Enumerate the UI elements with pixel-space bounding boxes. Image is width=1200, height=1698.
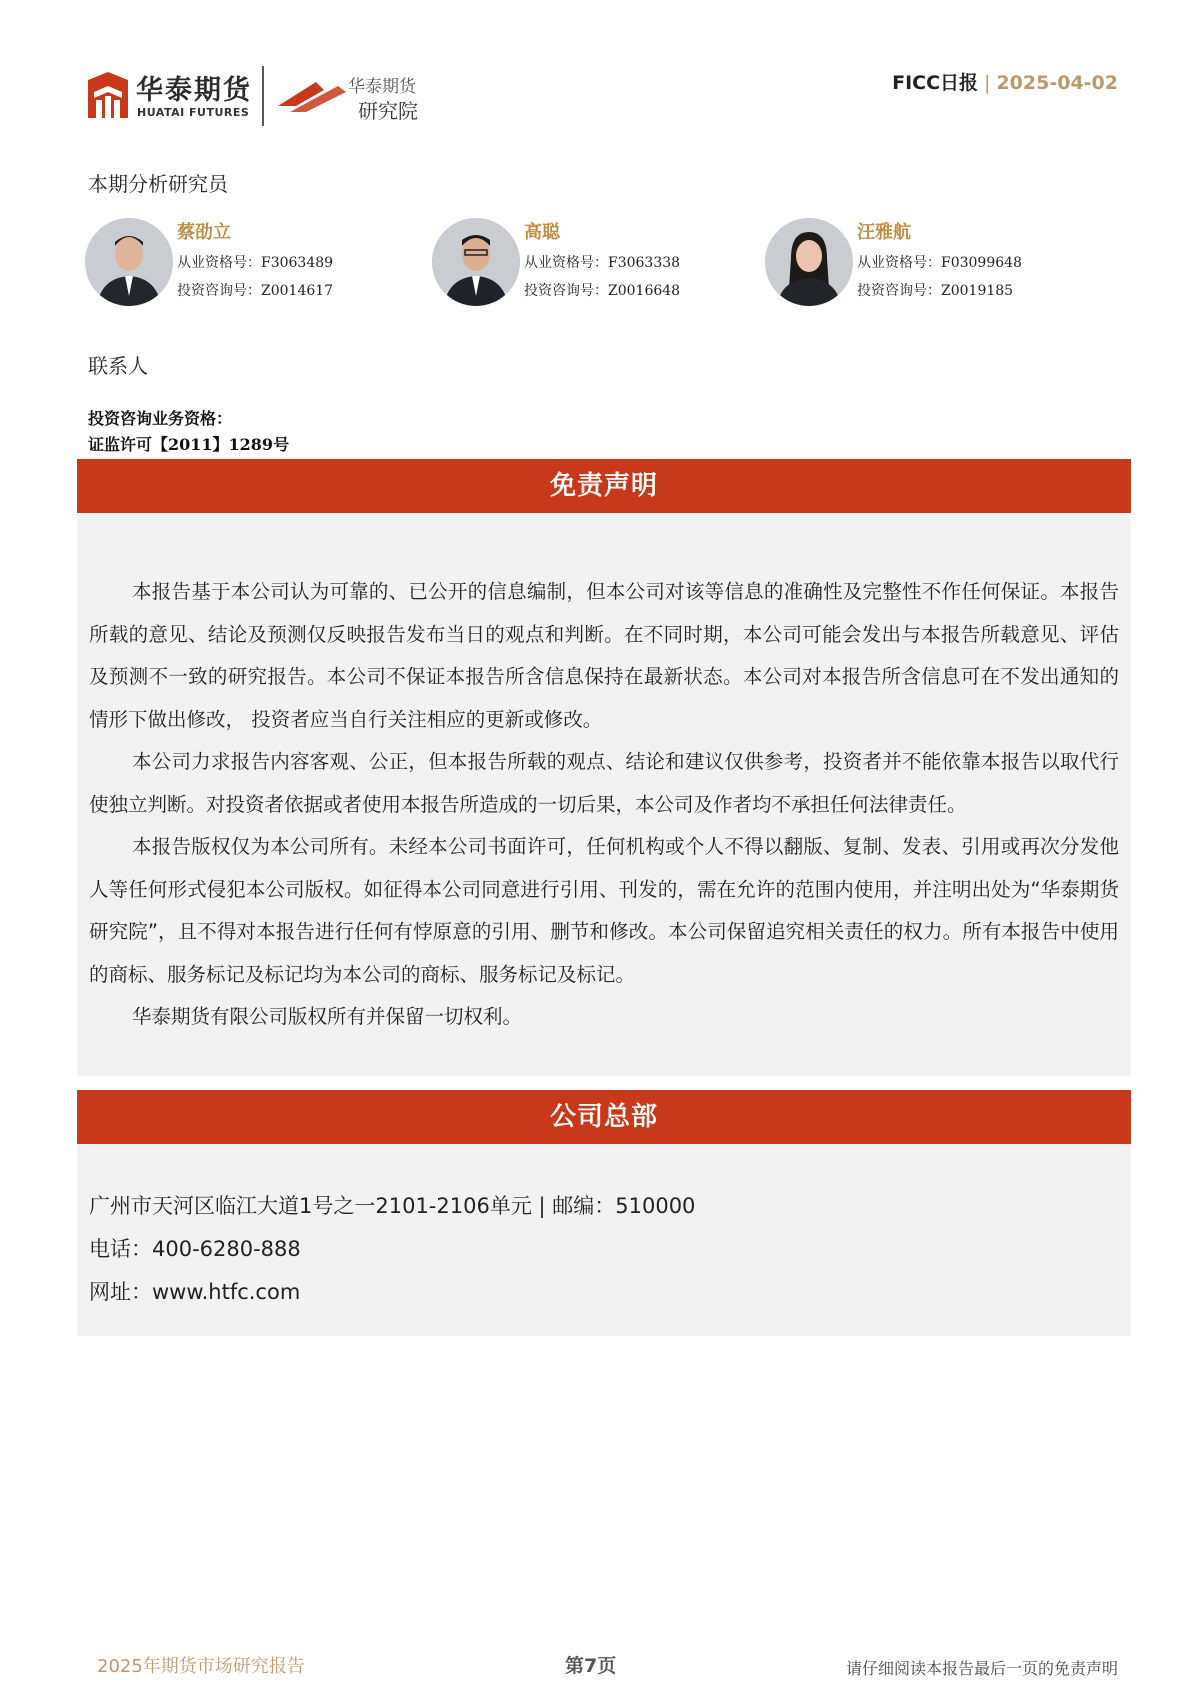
analyst-qualification: 从业资格号：F3063489 bbox=[177, 255, 334, 271]
disclaimer-paragraph: 本报告版权仅为本公司所有。未经本公司书面许可，任何机构或个人不得以翻版、复制、发表、引用或再次分发他人等任何形式侵犯本公司版权。如征得本公司同意进行引用、刊发的，需在允许的范围内使用，并注明出处为“华泰期货研究院”，且不得对本报告进行任何有悖原意的引用、删节和修改。本公司保留追究相关责任的权力。所有本报告中使用的商标、服务标记及标记均为本公司的商标、服务标记及标记。 bbox=[89, 835, 1119, 986]
report-tag bbox=[892, 68, 1118, 95]
analyst-photo-avatar bbox=[432, 218, 520, 306]
report-type: FICC日报 bbox=[892, 72, 979, 94]
company-name-en: HUATAI FUTURES bbox=[137, 106, 250, 119]
hq-address: 广州市天河区临江大道1号之一2101-2106单元 | 邮编：510000 bbox=[89, 1194, 696, 1218]
hq-phone: 电话：400-6280-888 bbox=[89, 1237, 301, 1261]
disclaimer-title: 免责声明 bbox=[77, 459, 1131, 513]
disclaimer-paragraph: 华泰期货有限公司版权所有并保留一切权利。 bbox=[132, 1005, 523, 1028]
analysts-label: 本期分析研究员 bbox=[88, 172, 228, 196]
analyst-name: 蔡劭立 bbox=[177, 222, 231, 243]
disclaimer-panel bbox=[77, 513, 1131, 1076]
contact-label: 联系人 bbox=[88, 354, 148, 378]
headquarters-panel bbox=[77, 1144, 1131, 1336]
license-number: 证监许可【2011】1289号 bbox=[88, 435, 290, 454]
institute-logo-icon bbox=[276, 72, 348, 116]
analyst-name: 汪雅航 bbox=[857, 222, 911, 243]
footer-report-title: 2025年期货市场研究报告 bbox=[97, 1656, 305, 1677]
analyst-photo-avatar bbox=[765, 218, 853, 306]
analyst-card bbox=[765, 218, 1065, 308]
report-tag-separator: | bbox=[984, 72, 991, 94]
headquarters-title: 公司总部 bbox=[77, 1090, 1131, 1144]
analyst-photo-avatar bbox=[85, 218, 173, 306]
analyst-consult-number: 投资咨询号：Z0016648 bbox=[524, 283, 681, 299]
disclaimer-paragraph: 本公司力求报告内容客观、公正，但本报告所载的观点、结论和建议仅供参考，投资者并不能依靠本报告以取代行使独立判断。对投资者依据或者使用本报告所造成的一切后果，本公司及作者均不承担任何法律责任。 bbox=[89, 750, 1119, 816]
huatai-logo-mark-icon bbox=[88, 72, 128, 118]
hq-website: 网址：www.htfc.com bbox=[89, 1280, 301, 1304]
company-name-cn: 华泰期货 bbox=[136, 75, 252, 106]
disclaimer-body bbox=[89, 571, 1119, 1039]
disclaimer-paragraph: 本报告基于本公司认为可靠的、已公开的信息编制，但本公司对该等信息的准确性及完整性不作任何保证。本报告所载的意见、结论及预测仅反映报告发布当日的观点和判断。在不同时期，本公司可能会发出与本报告所载意见、评估及预测不一致的研究报告。本公司不保证本报告所含信息保持在最新状态。本公司对本报告所含信息可在不发出通知的情形下做出修改， 投资者应当自行关注相应的更新或修改。 bbox=[89, 580, 1119, 731]
footer-page-number: 第7页 bbox=[565, 1655, 617, 1677]
institute-name-line2: 研究院 bbox=[358, 99, 418, 123]
qualification-title: 投资咨询业务资格： bbox=[88, 409, 233, 428]
logo-divider bbox=[262, 66, 264, 126]
analyst-name: 高聪 bbox=[524, 222, 560, 243]
institute-name-line1: 华泰期货 bbox=[348, 77, 416, 97]
analyst-consult-number: 投资咨询号：Z0019185 bbox=[857, 283, 1014, 299]
analyst-card bbox=[85, 218, 385, 308]
report-date: 2025-04-02 bbox=[996, 72, 1118, 94]
analyst-qualification: 从业资格号：F3063338 bbox=[524, 255, 681, 271]
analyst-card bbox=[432, 218, 732, 308]
footer-disclaimer-note: 请仔细阅读本报告最后一页的免责声明 bbox=[845, 1659, 1118, 1678]
analyst-consult-number: 投资咨询号：Z0014617 bbox=[177, 283, 334, 299]
analyst-qualification: 从业资格号：F03099648 bbox=[857, 255, 1022, 271]
